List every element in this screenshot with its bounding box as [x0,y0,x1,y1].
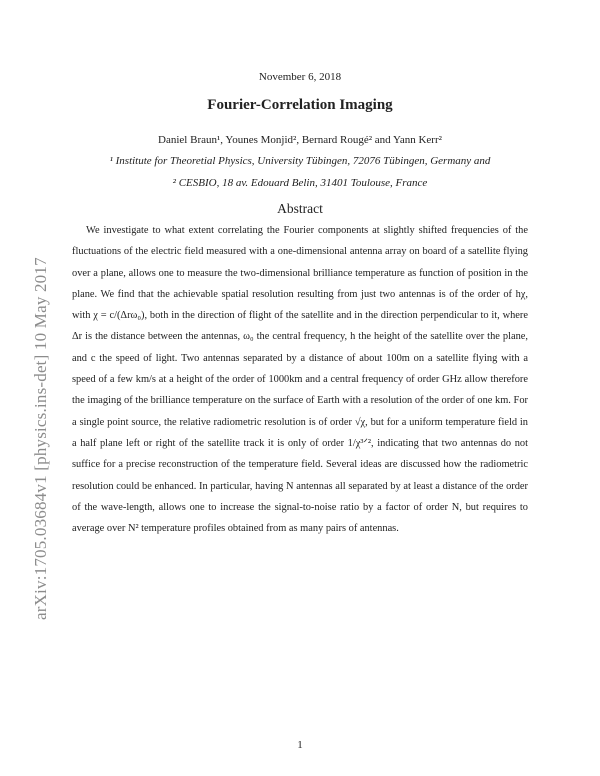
page-number: 1 [297,739,303,751]
arxiv-sidebar-stamp [30,150,60,620]
author-list: Daniel Braun¹, Younes Monjid², Bernard Rougé² and Yann Kerr² [158,134,442,146]
affiliation-2: ² CESBIO, 18 av. Edouard Belin, 31401 Toulouse, France [172,177,428,189]
paper-date: November 6, 2018 [258,71,342,83]
affiliation-1: ¹ Institute for Theoretial Physics, University Tübingen, 72076 Tübingen, Germany and [109,155,491,167]
abstract-body [72,220,528,539]
arxiv-id-label: arXiv:1705.03684v1 [physics.ins-det] 10 May 2017 [31,257,50,620]
abstract-heading: Abstract [277,201,323,216]
paper-title: Fourier-Correlation Imaging [207,97,393,113]
abstract-paragraph: We investigate to what extent correlating the Fourier components at slightly shifted frequencies of the fluctuations of the electric field measured with a one-dimensional antenna array on board of a satellite flying over a plane, allows one to measure the two-dimensional brilliance temperature as function of position in the plane. We find that the achievable spatial resolution resulting from just two antennas is of the order of hχ, with χ = c/(Δrω₀), both in the direction of flight of the satellite and in the direction perpendicular to it, where Δr is the distance between the antennas, ω₀ the central frequency, h the height of the satellite over the plane, and c the speed of light. Two antennas separated by a distance of about 100m on a satellite flying with a speed of a few km/s at a height of the order of 1000km and a central frequency of order GHz allow therefore the imaging of the brilliance temperature on the surface of Earth with a resolution of the order of one km. For a single point source, the relative radiometric resolution is of order √χ, but for a uniform temperature field in a half plane left or right of the satellite track it is only of order 1/χ³ᐟ², indicating that two antennas do not suffice for a precise reconstruction of the temperature field. Several ideas are discussed how the radiometric resolution could be enhanced. In particular, having N antennas all separated by at least a distance of the order of the wave-length, allows one to increase the signal-to-noise ratio by a factor of order N, but requires to average over N² temperature profiles obtained from as many pairs of antennas. [72,225,528,535]
